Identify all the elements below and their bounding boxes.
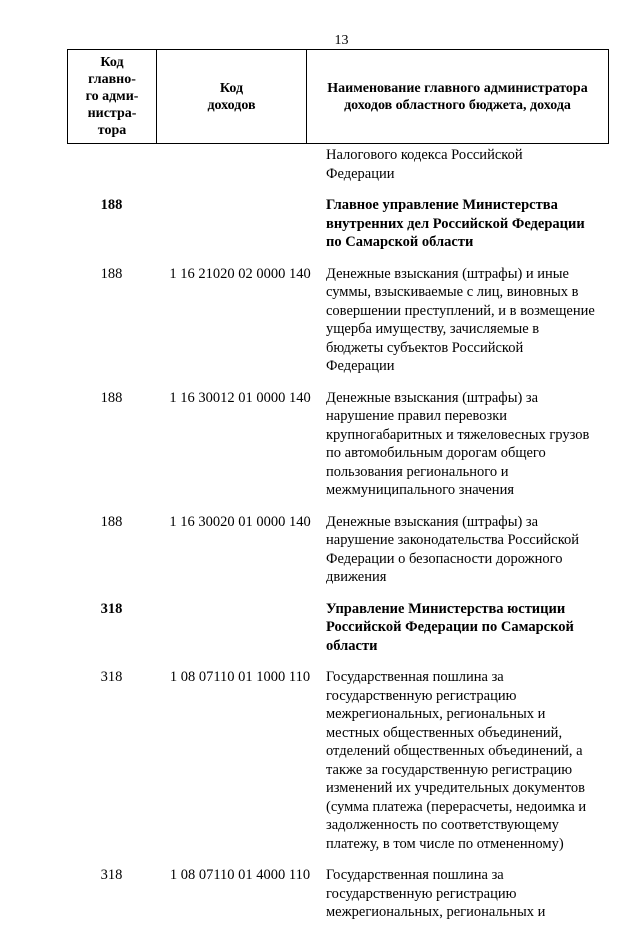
admin-code-cell: 318 (100, 867, 123, 883)
admin-code-cell: 188 (100, 513, 123, 530)
name-cell: Государственная пошлина за государственную регистрацию межрегиональных, региональных и местных общественных объединений, отделений общественных объединений, а также за государственную регистрацию изменений их учредительных документов (сумма платежа (перерасчеты, недоимка и задолженность по соответствующему платежу, в том числе по отмененному) (326, 669, 587, 852)
table-row (67, 513, 609, 587)
admin-code-cell: 188 (100, 389, 123, 406)
income-code-cell: 1 08 07110 01 1000 110 (169, 669, 311, 685)
table-row (67, 866, 609, 922)
page-number: 13 (334, 33, 349, 48)
name-cell: Управление Министерства юстиции Российской Федерации по Самарской области (326, 600, 574, 654)
table-body (67, 146, 609, 935)
table-row (67, 146, 609, 183)
header-admin-code (68, 50, 157, 143)
header-income-code (157, 50, 307, 143)
income-code-cell: 1 08 07110 01 4000 110 (169, 867, 311, 883)
admin-code-cell: 188 (100, 197, 123, 213)
table-row (67, 196, 609, 252)
table-row (67, 265, 609, 376)
name-cell: Государственная пошлина за государственную регистрацию межрегиональных, региональных и (326, 867, 546, 920)
income-code-cell: 1 16 21020 02 0000 140 (169, 265, 311, 282)
admin-code-cell: 318 (100, 669, 123, 685)
header-admin-code-label: Код главно-го адми-нистра-тора (85, 55, 139, 138)
name-cell: Главное управление Министерства внутренних дел Российской Федерации по Самарской области (326, 197, 585, 250)
income-code-cell (156, 146, 324, 183)
admin-code-cell: 188 (100, 265, 123, 282)
income-code-cell (156, 600, 324, 656)
name-cell: Налогового кодекса Российской Федерации (326, 147, 523, 182)
table-row (67, 600, 609, 656)
header-name-label: Наименование главного администратора доходов областного бюджета, дохода (327, 80, 588, 113)
income-code-cell: 1 16 30020 01 0000 140 (169, 513, 311, 530)
table-row (67, 389, 609, 500)
header-name (307, 50, 608, 143)
table-row (67, 668, 609, 853)
name-cell: Денежные взыскания (штрафы) за нарушение правил перевозки крупногабаритных и тяжеловесных грузов по автомобильным дорогам общего пользования регионального и межмуниципального значения (326, 389, 590, 498)
admin-code-cell (67, 146, 156, 183)
header-income-code-label: Код доходов (207, 80, 256, 113)
income-code-cell: 1 16 30012 01 0000 140 (169, 389, 311, 406)
table-header (67, 49, 609, 144)
name-cell: Денежные взыскания (штрафы) за нарушение законодательства Российской Федерации о безопасности дорожного движения (326, 513, 580, 585)
income-code-cell (156, 196, 324, 252)
admin-code-cell: 318 (100, 600, 123, 617)
name-cell: Денежные взыскания (штрафы) и иные суммы, взыскиваемые с лиц, виновных в совершении преступлений, и в возмещение ущерба имуществу, зачисляемые в бюджеты субъектов Российской Федерации (326, 265, 595, 374)
